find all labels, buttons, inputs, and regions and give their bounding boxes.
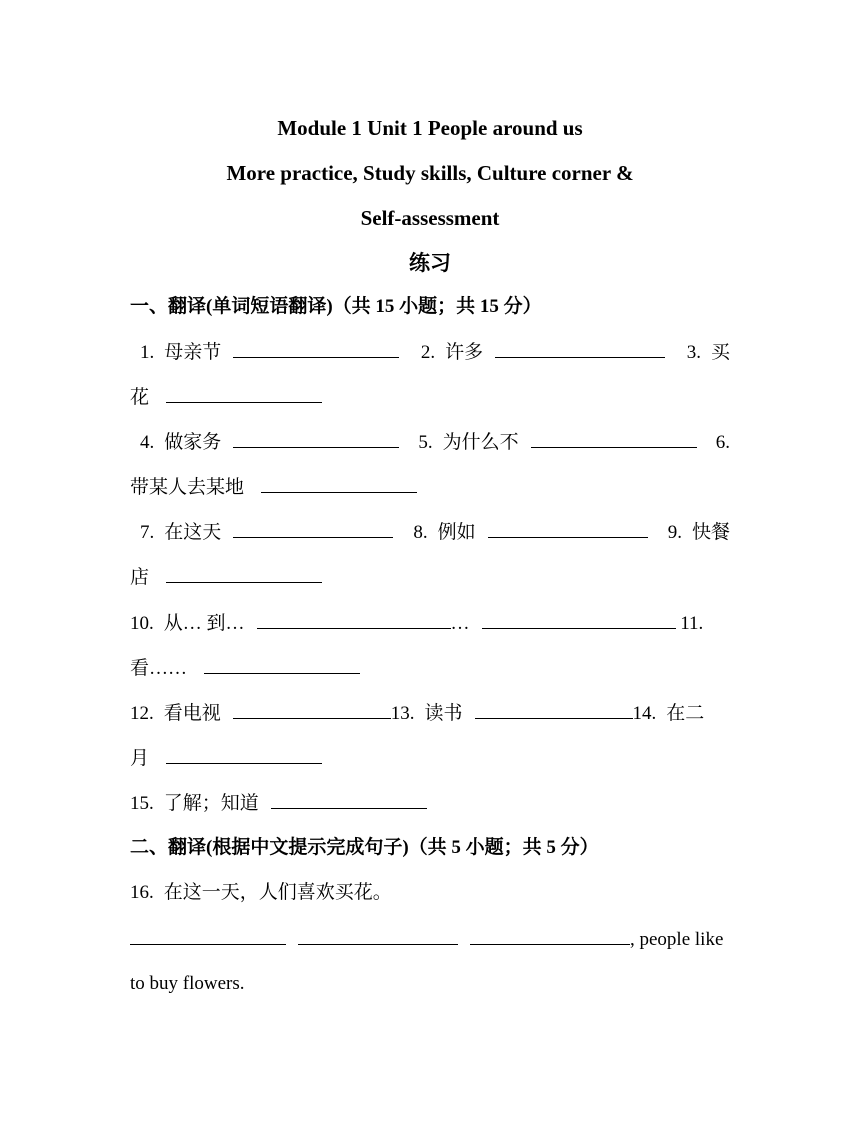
- question-16-prompt: [130, 880, 730, 906]
- question-number: 6.: [715, 432, 730, 453]
- question-1: [140, 339, 399, 366]
- sentence-tail: , people like: [630, 929, 724, 950]
- question-prompt: 例如: [437, 522, 476, 543]
- answer-blank[interactable]: [475, 700, 633, 719]
- question-number: 3.: [686, 342, 701, 363]
- section-1-heading: 一、翻译(单词短语翻译)（共 15 小题；共 15 分）: [130, 296, 542, 317]
- question-4: [140, 429, 399, 456]
- question-prompt: 做家务: [164, 432, 222, 453]
- question-number: 10.: [130, 613, 154, 634]
- question-number: 5.: [418, 432, 433, 453]
- question-number: 16.: [130, 882, 154, 903]
- answer-blank[interactable]: [166, 384, 322, 403]
- question-prompt: 读书: [424, 703, 463, 724]
- question-3-continued: [130, 384, 730, 411]
- title-line-2: More practice, Study skills, Culture corner &: [226, 161, 634, 185]
- question-prompt: 为什么不: [442, 432, 519, 453]
- question-prompt: 快餐: [691, 522, 730, 543]
- title-line-1: Module 1 Unit 1 People around us: [277, 116, 583, 140]
- question-number: 11.: [680, 613, 704, 634]
- question-16-answer-line: [130, 926, 730, 953]
- question-prompt: 了解；知道: [163, 793, 259, 814]
- question-prompt: 许多: [445, 342, 484, 363]
- title-line-3: Self-assessment: [360, 206, 500, 230]
- question-7: [140, 519, 393, 546]
- answer-blank[interactable]: [488, 519, 648, 538]
- question-3: [687, 340, 730, 366]
- question-16-continued: to buy flowers.: [130, 973, 245, 994]
- question-prompt-continued: 带某人去某地: [130, 477, 245, 498]
- answer-blank[interactable]: [233, 519, 393, 538]
- answer-blank[interactable]: [166, 745, 322, 764]
- answer-blank[interactable]: [233, 429, 399, 448]
- question-6-continued: [130, 474, 730, 501]
- question-row-1-3: [130, 339, 730, 366]
- question-number: 13.: [390, 703, 415, 724]
- question-prompt-continued: 花: [130, 387, 150, 408]
- answer-blank[interactable]: [470, 926, 630, 945]
- question-row-4-6: [130, 429, 730, 456]
- answer-blank[interactable]: [531, 429, 697, 448]
- question-number: 15.: [130, 793, 154, 814]
- title-line-4: 练习: [409, 251, 451, 275]
- question-prompt: 在这一天，人们喜欢买花。: [163, 882, 392, 903]
- question-prompt: 买: [710, 342, 730, 363]
- question-prompt: 从… 到…: [163, 613, 245, 634]
- question-row-15: [130, 790, 730, 817]
- question-prompt: 看电视: [163, 703, 221, 724]
- question-6: [716, 430, 730, 456]
- question-prompt-continued: 看……: [130, 658, 188, 679]
- answer-blank[interactable]: [233, 339, 399, 358]
- question-number: 9.: [667, 522, 682, 543]
- section-2-heading: 二、翻译(根据中文提示完成句子)（共 5 小题；共 5 分）: [130, 837, 599, 858]
- answer-blank[interactable]: [233, 700, 391, 719]
- answer-blank[interactable]: [495, 339, 665, 358]
- question-9: [668, 520, 730, 546]
- question-8: [413, 519, 647, 546]
- question-10: [130, 610, 676, 637]
- answer-blank[interactable]: [257, 610, 451, 629]
- question-number: 2.: [420, 342, 436, 363]
- question-2: [421, 339, 665, 366]
- question-14-continued: [130, 745, 730, 772]
- question-row-7-9: [130, 519, 730, 546]
- question-number: 12.: [130, 703, 154, 724]
- answer-blank[interactable]: [130, 926, 286, 945]
- question-row-12-14: [130, 700, 730, 727]
- answer-blank[interactable]: [204, 655, 360, 674]
- question-11-continued: [130, 655, 730, 682]
- question-5: [418, 429, 696, 456]
- question-number: 7.: [140, 522, 155, 543]
- question-number: 8.: [413, 522, 428, 543]
- answer-blank[interactable]: [482, 610, 676, 629]
- question-prompt: 在这天: [164, 522, 222, 543]
- answer-blank[interactable]: [271, 790, 427, 809]
- question-prompt: 在二: [666, 703, 705, 724]
- question-number: 4.: [140, 432, 155, 453]
- question-number: 14.: [632, 703, 657, 724]
- question-prompt: 母亲节: [164, 342, 222, 363]
- answer-blank[interactable]: [261, 474, 417, 493]
- question-prompt-continued: 店: [130, 567, 150, 588]
- question-prompt-continued: 月: [130, 748, 150, 769]
- question-9-continued: [130, 564, 730, 591]
- answer-blank[interactable]: [298, 926, 458, 945]
- question-row-10-11: [130, 610, 730, 637]
- answer-blank[interactable]: [166, 564, 322, 583]
- ellipsis: …: [450, 613, 470, 634]
- question-number: 1.: [140, 342, 155, 363]
